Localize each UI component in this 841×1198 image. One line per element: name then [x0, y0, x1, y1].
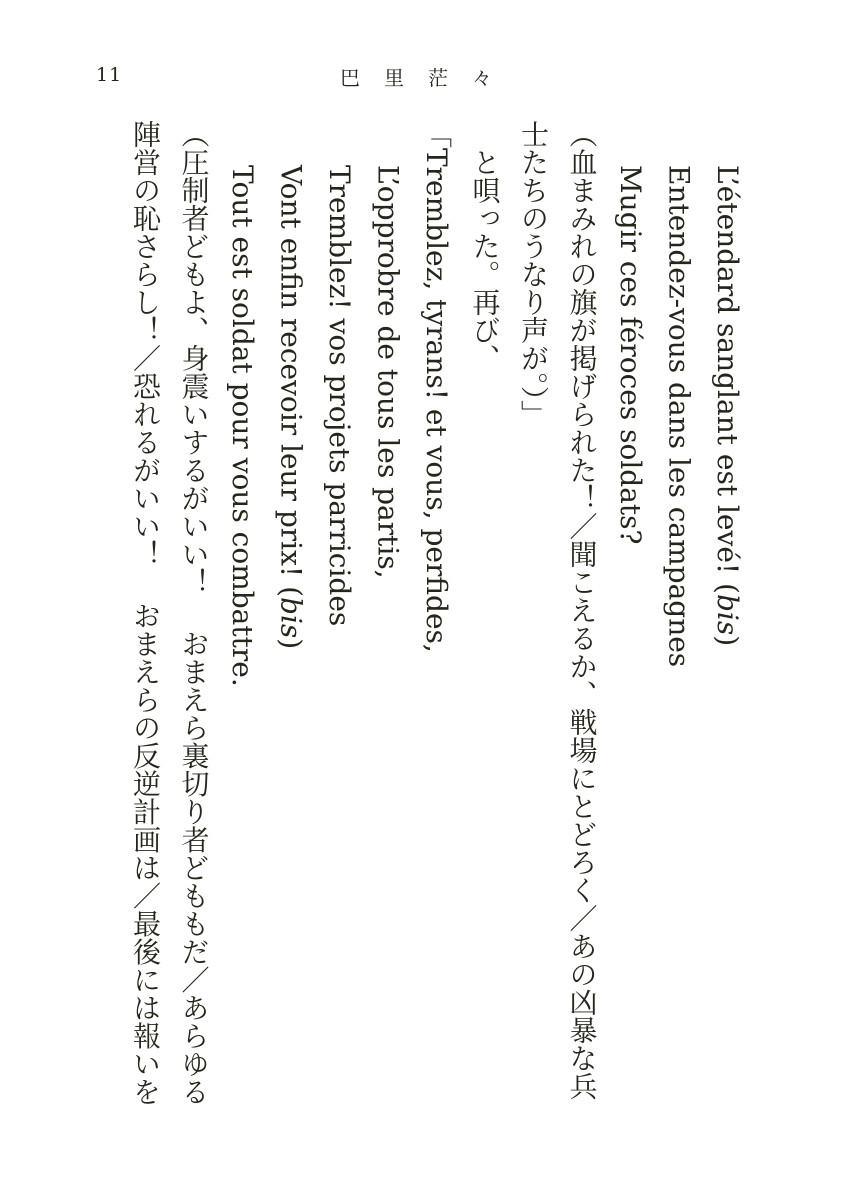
- text-line-1: L’étendard sanglant est levé! (bis): [711, 164, 744, 646]
- text-line-7: 「Tremblez, tyrans! et vous, perfides,: [420, 120, 453, 653]
- text-line-6: と唄った。再び、: [468, 148, 502, 372]
- text-line-8: L’opprobre de tous les partis,: [371, 164, 405, 579]
- text-line-12: （圧制者どもよ、身震いするがいい！おまえら裏切り者どももだ／あらゆる: [177, 120, 211, 1106]
- text-line-3: Mugir ces féroces soldats?: [614, 164, 647, 545]
- text-line-9: Tremblez! vos projets parricides: [323, 164, 356, 627]
- text-line-5: 士たちのうなり声が。）」: [517, 120, 550, 428]
- page-number: 11: [96, 64, 123, 86]
- running-title: 巴里茫々: [340, 66, 516, 90]
- text-line-4: （血まみれの旗が掲げられた！／聞こえるか、戦場にとどろく／あの凶暴な兵: [565, 120, 599, 1100]
- text-line-10: Vont enfin recevoir leur prix! (bis): [274, 164, 308, 649]
- text-line-11: Tout est soldat pour vous combattre.: [226, 164, 259, 687]
- vertical-text-body: [121, 120, 752, 1120]
- text-line-2: Entendez-vous dans les campagnes: [662, 164, 696, 667]
- text-line-13: 陣営の恥さらし！／恐れるがいい！おまえらの反逆計画は／最後には報いを: [129, 120, 162, 1106]
